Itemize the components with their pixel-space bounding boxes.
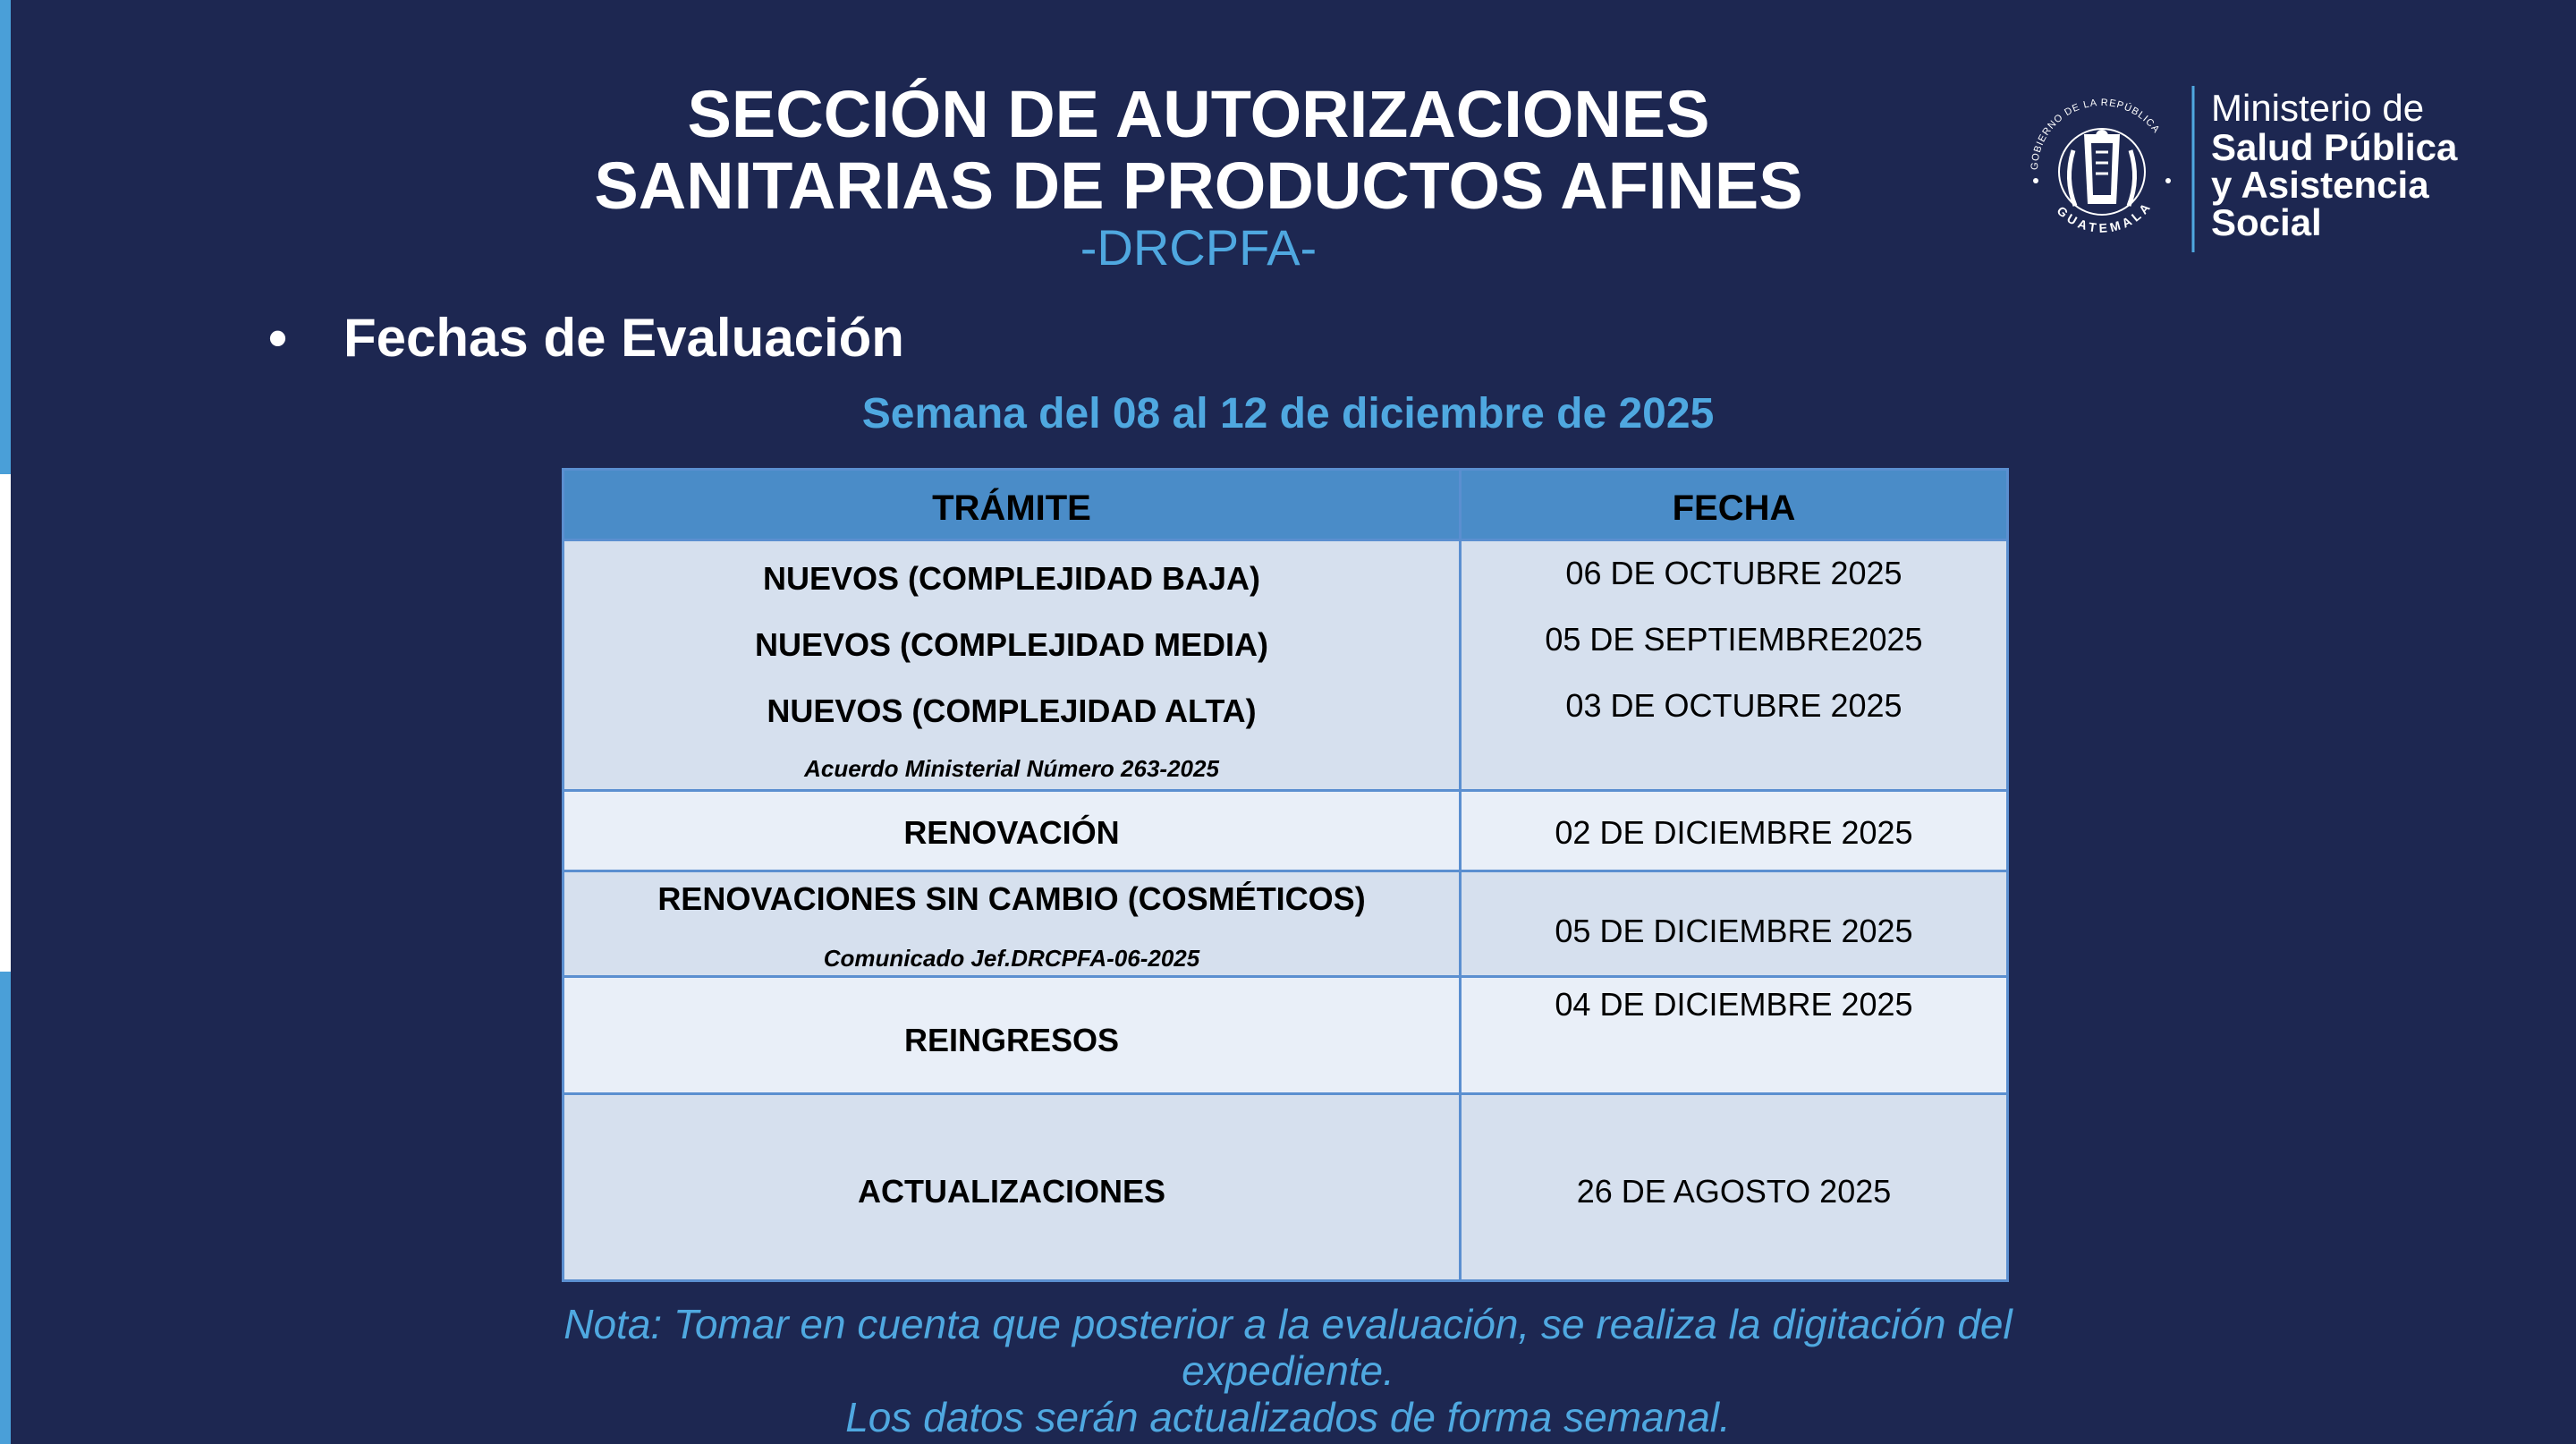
note-line-1: Nota: Tomar en cuenta que posterior a la evaluación, se realiza la digitación del [564, 1301, 2012, 1347]
fecha-renovaciones-sin-cambio: 05 DE DICIEMBRE 2025 [1555, 913, 1913, 949]
footer-note [465, 1301, 2111, 1440]
note-line-2: expediente. [1182, 1347, 1394, 1394]
tramite-renovaciones-sin-cambio: RENOVACIONES SIN CAMBIO (COSMÉTICOS) [657, 880, 1366, 917]
header-fecha: FECHA [1672, 488, 1796, 528]
fecha-actualizaciones: 26 DE AGOSTO 2025 [1576, 1173, 1892, 1210]
tramite-actualizaciones: ACTUALIZACIONES [858, 1173, 1165, 1210]
table-row [564, 1095, 2006, 1279]
section-heading [268, 304, 904, 372]
tramite-nuevos-baja: NUEVOS (COMPLEJIDAD BAJA) [762, 560, 1261, 597]
title-line-1: SECCIÓN DE AUTORIZACIONES [687, 77, 1710, 151]
fecha-nuevos-alta: 03 DE OCTUBRE 2025 [1565, 687, 1902, 724]
ministry-name [2211, 88, 2457, 242]
table-row [564, 792, 2006, 872]
evaluation-table [562, 468, 2009, 1282]
tramite-reingresos: REINGRESOS [903, 1022, 1120, 1058]
table-row [564, 978, 2006, 1095]
tramite-renovacion: RENOVACIÓN [903, 814, 1120, 851]
tramite-cell [564, 978, 1462, 1092]
slide-title [411, 79, 1986, 222]
section-heading-text: Fechas de Evaluación [343, 308, 904, 368]
ministry-line-2: Salud Pública [2211, 126, 2458, 168]
left-edge-white [0, 474, 11, 972]
tramite-nuevos-media: NUEVOS (COMPLEJIDAD MEDIA) [754, 626, 1269, 663]
header-tramite: TRÁMITE [932, 488, 1091, 528]
table-row [564, 872, 2006, 978]
seal-top-text: GOBIERNO DE LA REPÚBLICA [2029, 97, 2162, 171]
fecha-cell [1462, 872, 2006, 975]
bullet-icon: • [268, 308, 288, 368]
fecha-nuevos-baja: 06 DE OCTUBRE 2025 [1565, 555, 1902, 591]
table-row [564, 541, 2006, 792]
header-cell-tramite [564, 471, 1462, 539]
header-cell-fecha [1462, 471, 2006, 539]
note-line-3: Los datos serán actualizados de forma semanal. [845, 1394, 1731, 1440]
fecha-reingresos: 04 DE DICIEMBRE 2025 [1555, 986, 1913, 1023]
week-label: Semana del 08 al 12 de diciembre de 2025 [861, 390, 1715, 437]
fecha-cell [1462, 1095, 2006, 1279]
fecha-renovacion: 02 DE DICIEMBRE 2025 [1555, 814, 1913, 851]
coat-of-arms-icon [2029, 98, 2171, 235]
ministry-line-3: y Asistencia [2211, 164, 2429, 206]
tramite-note-comunicado: Comunicado Jef.DRCPFA-06-2025 [823, 945, 1200, 972]
seal-bottom-text: GUATEMALA [2054, 198, 2156, 235]
slide-subtitle: -DRCPFA- [1080, 219, 1318, 276]
title-line-2: SANITARIAS DE PRODUCTOS AFINES [594, 149, 1803, 223]
fecha-cell [1462, 978, 2006, 1092]
fecha-cell [1462, 541, 2006, 789]
ministry-line-4: Social [2211, 201, 2322, 243]
tramite-nuevos-alta: NUEVOS (COMPLEJIDAD ALTA) [767, 692, 1257, 729]
ministry-line-1: Ministerio de [2211, 87, 2425, 129]
fecha-nuevos-media: 05 DE SEPTIEMBRE2025 [1545, 621, 1923, 658]
tramite-cell [564, 872, 1462, 975]
fecha-cell [1462, 792, 2006, 870]
left-edge-accent [0, 0, 11, 474]
tramite-note-acuerdo: Acuerdo Ministerial Número 263-2025 [804, 755, 1219, 782]
table-header-row [564, 471, 2006, 541]
tramite-cell [564, 541, 1462, 789]
tramite-cell [564, 792, 1462, 870]
left-edge-accent-bottom [0, 972, 11, 1444]
tramite-cell [564, 1095, 1462, 1279]
